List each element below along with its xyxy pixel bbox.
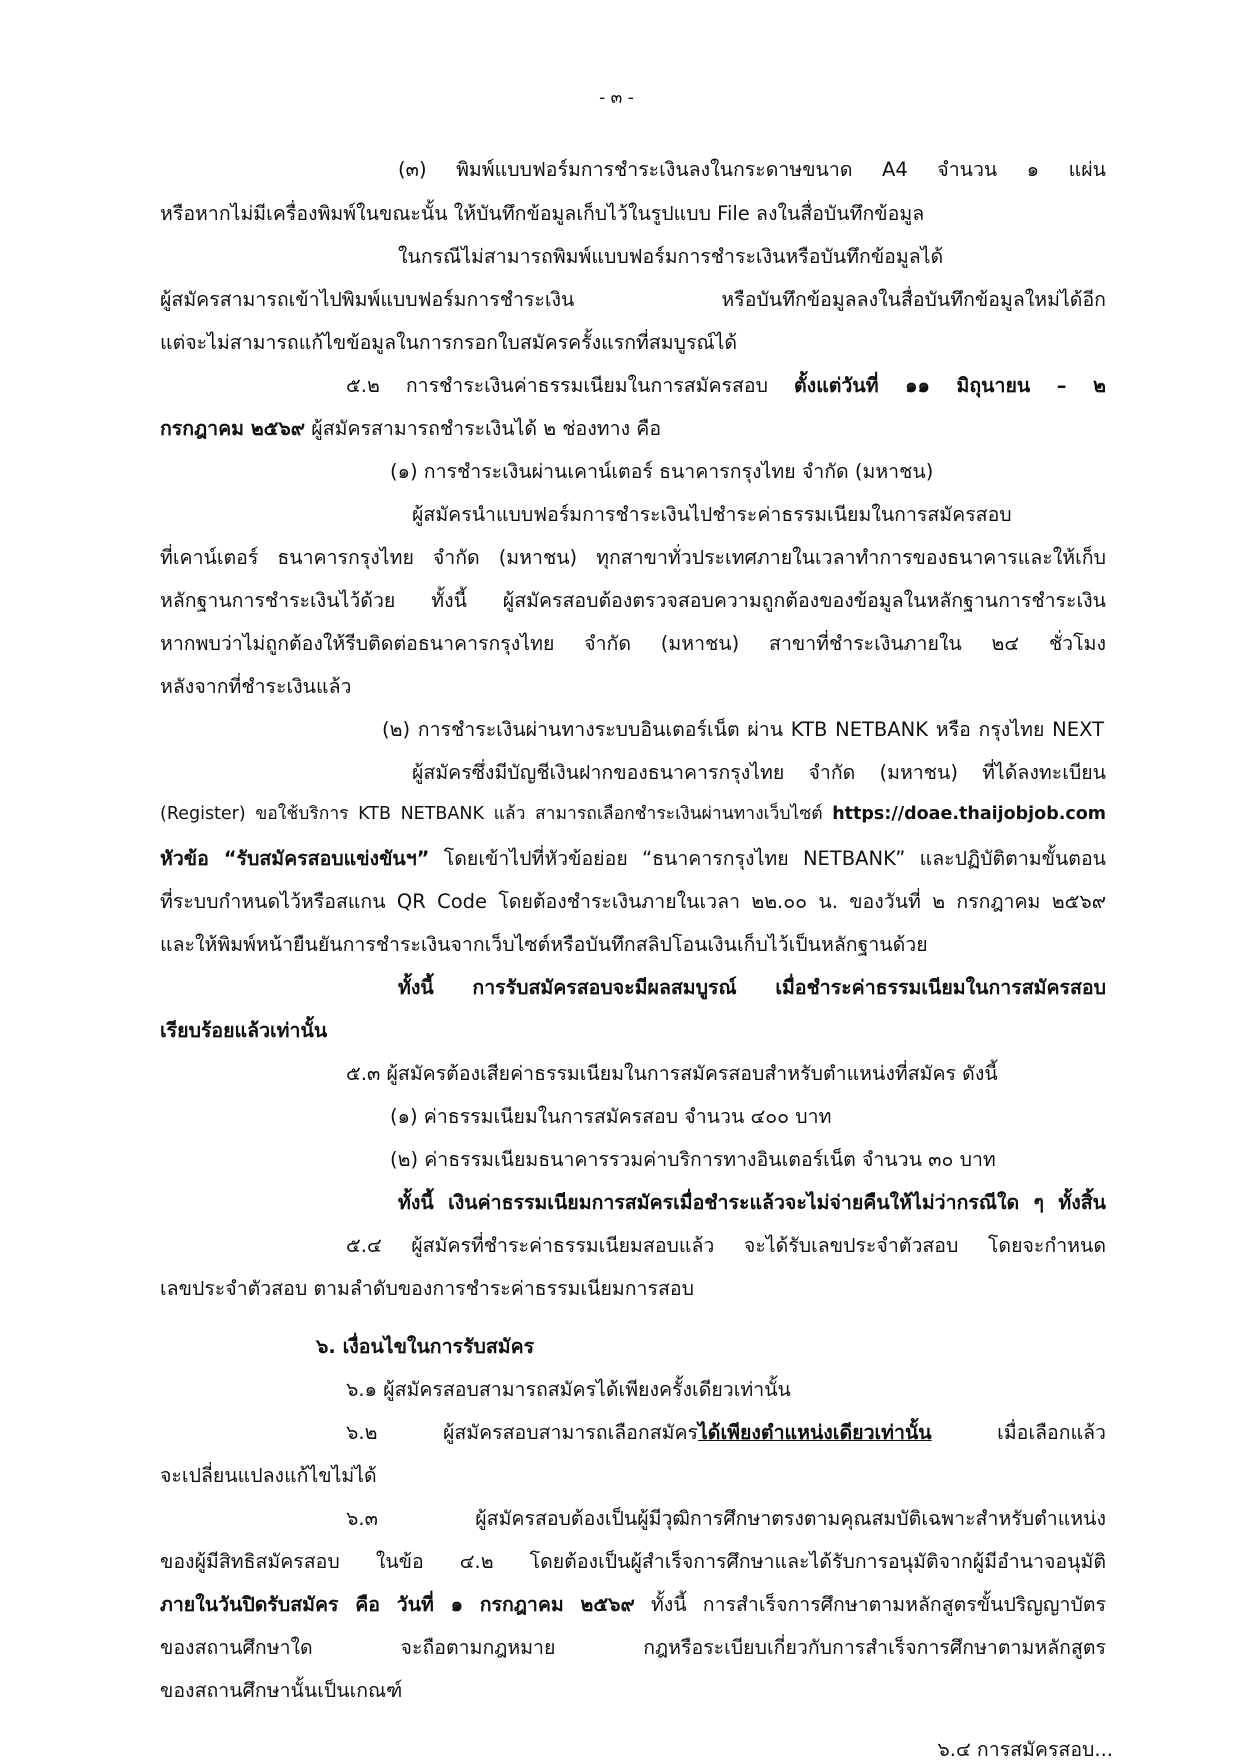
page-number: - ๓ -: [599, 88, 634, 108]
line-text: ผู้สมัครซึ่งมีบัญชีเงินฝากของธนาคารกรุงไทย จำกัด (มหาชน) ที่ได้ลงทะเบียน: [412, 761, 1106, 784]
line-text: (๑) การชำระเงินผ่านเคาน์เตอร์ ธนาคารกรุงไทย จำกัด (มหาชน): [390, 460, 934, 483]
emphasis-text: ได้เพียงตำแหน่งเดียวเท่านั้น: [697, 1421, 932, 1444]
text-line: [160, 1681, 402, 1701]
text-line: [390, 1150, 996, 1170]
text-line: [160, 591, 1106, 611]
line-text: ในกรณีไม่สามารถพิมพ์แบบฟอร์มการชำระเงินหรือบันทึกข้อมูลได้: [398, 245, 944, 268]
emphasis-text: ๖. เงื่อนไขในการรับสมัคร: [316, 1335, 535, 1358]
text-line: [160, 1595, 1106, 1615]
line-text: หลังจากที่ชำระเงินแล้ว: [160, 675, 352, 698]
text-line: [160, 677, 351, 697]
line-text: ของสถานศึกษาใด จะถือตามกฎหมาย กฎหรือระเบียบเกี่ยวกับการสำเร็จการศึกษาตามหลักสูตร: [160, 1636, 1106, 1659]
emphasis-text: https://doae.thaijobjob.com: [832, 804, 1106, 824]
text-line: [160, 1552, 1106, 1572]
text-line: [346, 1423, 1106, 1443]
line-text: (๑) ค่าธรรมเนียมในการสมัครสอบ จำนวน ๔๐๐ บาท: [390, 1105, 832, 1128]
line-text: ผู้สมัครนำแบบฟอร์มการชำระเงินไปชำระค่าธรรมเนียมในการสมัครสอบ: [412, 503, 1012, 526]
line-text: หรือหากไม่มีเครื่องพิมพ์ในขณะนั้น ให้บันทึกข้อมูลเก็บไว้ในรูปแบบ File ลงในสื่อบันทึกข้อมูล: [160, 202, 925, 225]
line-text: ที่ระบบกำหนดไว้หรือสแกน QR Code โดยต้องชำระเงินภายในเวลา ๒๒.๐๐ น. ของวันที่ ๒ กรกฎาคม ๒๕๖๙: [160, 890, 1106, 913]
text-line: [398, 160, 1106, 180]
text-line: [398, 978, 1106, 998]
text-line: [346, 1509, 1106, 1529]
line-text: ๖.๒ ผู้สมัครสอบสามารถเลือกสมัคร: [346, 1421, 698, 1444]
line-text: (๒) ค่าธรรมเนียมธนาคารรวมค่าบริการทางอินเตอร์เน็ต จำนวน ๓๐ บาท: [390, 1148, 996, 1171]
text-line: [160, 204, 924, 224]
emphasis-text: เรียบร้อยแล้วเท่านั้น: [160, 1019, 328, 1042]
continuation-note: ๖.๔ การสมัครสอบ...: [937, 1738, 1113, 1761]
text-line: [160, 892, 1106, 912]
line-text: และให้พิมพ์หน้ายืนยันการชำระเงินจากเว็บไซต์หรือบันทึกสลิปโอนเงินเก็บไว้เป็นหลักฐานด้วย: [160, 933, 928, 956]
emphasis-text: ทั้งนี้ การรับสมัครสอบจะมีผลสมบูรณ์ เมื่อชำระค่าธรรมเนียมในการสมัครสอบ: [398, 976, 1106, 999]
text-line: [346, 1064, 998, 1084]
text-line: [160, 935, 928, 955]
line-text: ๕.๔ ผู้สมัครที่ชำระค่าธรรมเนียมสอบแล้ว จะได้รับเลขประจำตัวสอบ โดยจะกำหนด: [346, 1234, 1106, 1257]
text-line: [346, 376, 1106, 396]
text-line: [160, 1466, 377, 1486]
text-line: [160, 1638, 1106, 1658]
text-line: [382, 720, 1104, 740]
line-text: ที่เคาน์เตอร์ ธนาคารกรุงไทย จำกัด (มหาชน) ทุกสาขาทั่วประเทศภายในเวลาทำการของธนาคารและให้เก็บ: [160, 546, 1106, 569]
line-text: ๖.๑ ผู้สมัครสอบสามารถสมัครได้เพียงครั้งเดียวเท่านั้น: [346, 1378, 791, 1401]
line-text: หากพบว่าไม่ถูกต้องให้รีบติดต่อธนาคารกรุงไทย จำกัด (มหาชน) สาขาที่ชำระเงินภายใน ๒๔ ชั่วโมง: [160, 632, 1106, 655]
line-text: (๓) พิมพ์แบบฟอร์มการชำระเงินลงในกระดาษขนาด A4 จำนวน ๑ แผ่น: [398, 158, 1106, 181]
line-text: ของสถานศึกษานั้นเป็นเกณฑ์: [160, 1679, 403, 1702]
line-text: ๕.๒ การชำระเงินค่าธรรมเนียมในการสมัครสอบ: [346, 374, 795, 397]
line-text: ผู้สมัครสามารถชำระเงินได้ ๒ ช่องทาง คือ: [305, 417, 662, 440]
text-line: [412, 505, 1106, 525]
text-line: [160, 333, 737, 353]
line-text: เมื่อเลือกแล้ว: [931, 1421, 1106, 1444]
line-text: ทั้งนี้ การสำเร็จการศึกษาตามหลักสูตรขั้นปริญญาบัตร: [634, 1593, 1106, 1616]
text-line: [346, 1380, 791, 1400]
text-line: [160, 1279, 694, 1299]
text-line: [398, 1193, 1106, 1213]
emphasis-text: หัวข้อ “รับสมัครสอบแข่งขันฯ”: [160, 847, 430, 870]
emphasis-text: ตั้งแต่วันที่ ๑๑ มิถุนายน – ๒: [794, 374, 1106, 397]
emphasis-text: ภายในวันปิดรับสมัคร คือ วันที่ ๑ กรกฎาคม ๒๕๖๙: [160, 1593, 635, 1616]
text-line: [160, 548, 1106, 568]
line-text: ผู้สมัครสามารถเข้าไปพิมพ์แบบฟอร์มการชำระเงิน หรือบันทึกข้อมูลลงในสื่อบันทึกข้อมูลใหม่ได้อีก: [160, 288, 1106, 311]
line-text: ของผู้มีสิทธิสมัครสอบ ในข้อ ๔.๒ โดยต้องเป็นผู้สำเร็จการศึกษาและได้รับการอนุมัติจากผู้มีอำนาจอนุมัติ: [160, 1550, 1106, 1573]
text-line: [160, 419, 661, 439]
line-text: ๕.๓ ผู้สมัครต้องเสียค่าธรรมเนียมในการสมัครสอบสำหรับตำแหน่งที่สมัคร ดังนี้: [346, 1062, 998, 1085]
text-line: [412, 763, 1106, 783]
line-text: (๒) การชำระเงินผ่านทางระบบอินเตอร์เน็ต ผ่าน KTB NETBANK หรือ กรุงไทย NEXT: [382, 718, 1104, 741]
line-text: เลขประจำตัวสอบ ตามลำดับของการชำระค่าธรรมเนียมการสอบ: [160, 1277, 694, 1300]
line-text: (Register) ขอใช้บริการ KTB NETBANK แล้ว สามารถเลือกชำระเงินผ่านทางเว็บไซต์: [160, 804, 833, 824]
line-text: โดยเข้าไปที่หัวข้อย่อย “ธนาคารกรุงไทย NETBANK” และปฏิบัติตามขั้นตอน: [429, 847, 1106, 870]
text-line: [398, 247, 1106, 267]
text-line: [316, 1337, 534, 1357]
line-text: ๖.๓ ผู้สมัครสอบต้องเป็นผู้มีวุฒิการศึกษาตรงตามคุณสมบัติเฉพาะสำหรับตำแหน่ง: [346, 1507, 1106, 1530]
text-line: [160, 1021, 327, 1041]
text-line: [160, 290, 1106, 310]
line-text: จะเปลี่ยนแปลงแก้ไขไม่ได้: [160, 1464, 377, 1487]
text-line: [390, 1107, 831, 1127]
text-line: [390, 462, 933, 482]
emphasis-text: ทั้งนี้ เงินค่าธรรมเนียมการสมัครเมื่อชำระแล้วจะไม่จ่ายคืนให้ไม่ว่ากรณีใด ๆ ทั้งสิ้น: [398, 1191, 1106, 1214]
emphasis-text: กรกฎาคม ๒๕๖๙: [160, 417, 306, 440]
text-line: [346, 1236, 1106, 1256]
text-line: [160, 634, 1106, 654]
text-line: [160, 849, 1106, 869]
text-line: [160, 806, 1106, 824]
line-text: หลักฐานการชำระเงินไว้ด้วย ทั้งนี้ ผู้สมัครสอบต้องตรวจสอบความถูกต้องของข้อมูลในหลักฐานการชำระเงิน: [160, 589, 1106, 612]
line-text: แต่จะไม่สามารถแก้ไขข้อมูลในการกรอกใบสมัครครั้งแรกที่สมบูรณ์ได้: [160, 331, 738, 354]
